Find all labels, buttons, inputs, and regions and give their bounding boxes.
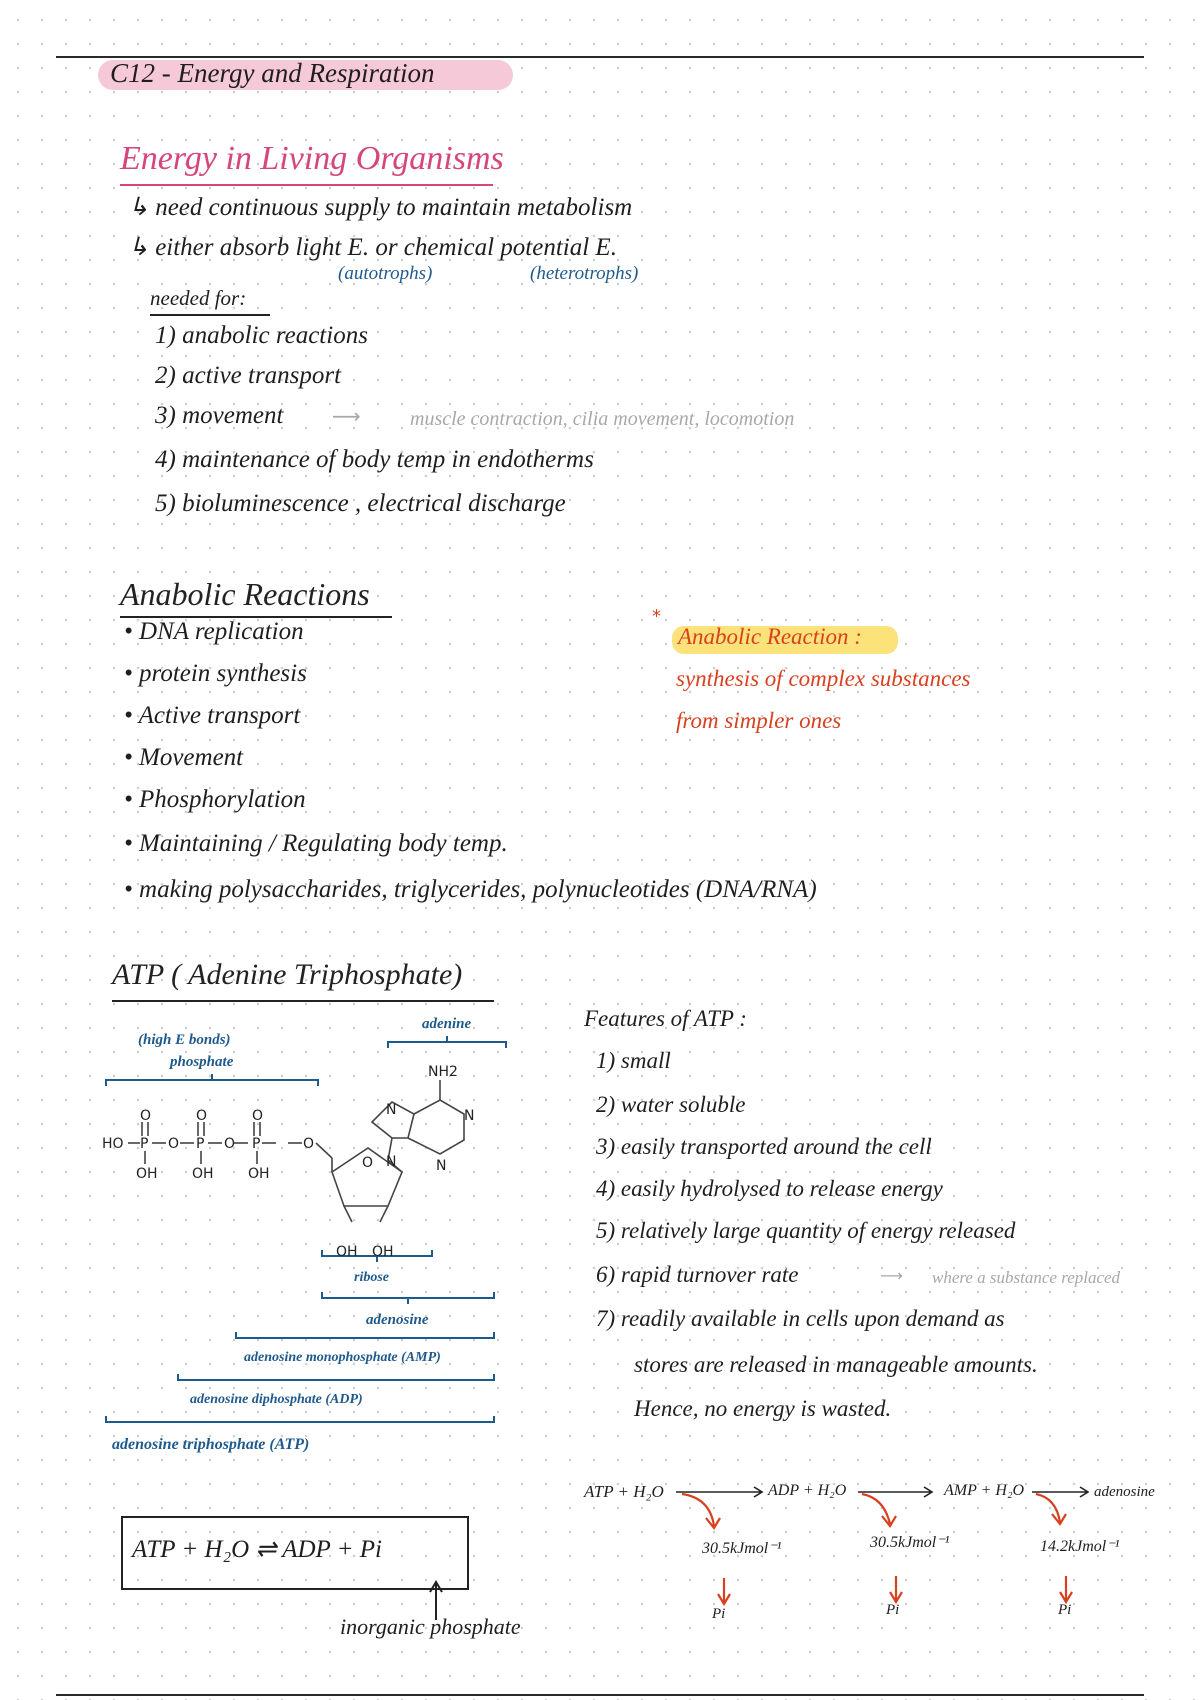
turnover-arrow: ⟶ [880,1266,903,1285]
anabolic-bullet-5: • Phosphorylation [124,786,306,813]
anabolic-bullet-6: • Maintaining / Regulating body temp. [124,830,508,857]
label-high-e-bonds: (high E bonds) [138,1032,231,1048]
note-heterotrophs: (heterotrophs) [530,263,639,284]
bullet-text: Active transport [138,702,301,729]
mol-oh5: OH [372,1244,394,1260]
feature-4: 4) easily hydrolysed to release energy [596,1176,943,1201]
mol-o1: O [140,1108,152,1124]
mol-n2: N [386,1102,397,1118]
mol-oh1: OH [136,1166,158,1182]
needed-item-5: 5) bioluminescence , electrical discharge [155,490,566,517]
anabolic-bullet-4: • Movement [124,744,244,771]
definition-title: Anabolic Reaction : [678,624,862,649]
mol-nh2: NH2 [428,1064,458,1080]
bullet-text: Maintaining / Regulating body temp. [139,830,508,857]
mol-o5: O [224,1136,236,1152]
mol-n1: N [386,1154,397,1170]
mol-oh4: OH [336,1244,358,1260]
adenosine-bracket [322,1292,494,1304]
feature-5: 5) relatively large quantity of energy released [596,1218,1016,1243]
definition-star: * [652,606,661,627]
bullet-text: Phosphorylation [139,786,306,813]
feature-7-hence: Hence, no energy is wasted. [634,1396,892,1421]
energy-release-2: 30.5kJmol⁻¹ [870,1534,950,1551]
anabolic-bullet-1: • DNA replication [124,618,304,645]
needed-item-4: 4) maintenance of body temp in endotherms [155,446,594,473]
energy-line-1: ↳ need continuous supply to maintain metabolism [128,194,633,221]
feature-3: 3) easily transported around the cell [596,1134,932,1159]
label-atp-full: adenosine triphosphate (ATP) [112,1436,310,1453]
bullet-text: Movement [139,744,244,771]
mol-o6: O [303,1136,315,1152]
label-adp: adenosine diphosphate (ADP) [190,1392,363,1407]
needed-for-label: needed for: [150,286,247,310]
mol-p3: P [252,1136,261,1152]
needed-item-3: 3) movement [155,402,284,429]
movement-arrow: ⟶ [332,404,361,428]
anabolic-bullet-3: • Active transport [124,702,301,729]
label-phosphate: phosphate [170,1054,234,1070]
hydrolysis-stage-4: adenosine [1094,1484,1155,1500]
feature-7-cont: stores are released in manageable amounts. [634,1352,1038,1377]
mol-o4: O [168,1136,180,1152]
mol-o2: O [196,1108,208,1124]
atp-heading: ATP ( Adenine Triphosphate) [112,958,463,991]
bullet-text: making polysaccharides, triglycerides, polynucleotides (DNA/RNA) [139,876,817,903]
mol-n3: N [464,1108,475,1124]
atp-equation: ATP + H₂O ⇌ ADP + Pi [132,1536,382,1563]
feature-6: 6) rapid turnover rate [596,1262,799,1287]
energy-release-1: 30.5kJmol⁻¹ [702,1540,782,1557]
pi-product-1: Pi [712,1606,726,1622]
energy-line-2: ↳ either absorb light E. or chemical potential E. [128,234,617,261]
atp-heading-underline [112,1000,494,1002]
anabolic-bullet-7: • making polysaccharides, triglycerides, polynucleotides (DNA/RNA) [124,876,817,903]
hydrolysis-stage-3: AMP + H₂O [944,1482,1025,1499]
energy-heading: Energy in Living Organisms [120,140,504,177]
note-autotrophs: (autotrophs) [338,263,433,284]
pi-product-3: Pi [1058,1602,1072,1618]
mol-oh2: OH [192,1166,214,1182]
bottom-rule [56,1694,1144,1696]
label-ribose: ribose [354,1270,389,1285]
label-amp: adenosine monophosphate (AMP) [244,1350,441,1365]
movement-note: muscle contraction, cilia movement, locomotion [410,408,795,430]
label-adenosine: adenosine [366,1312,429,1328]
adp-bracket [178,1374,494,1380]
feature-7: 7) readily available in cells upon demand as [596,1306,1005,1331]
mol-p1: P [140,1136,149,1152]
needed-for-underline [150,314,270,316]
mol-n4: N [436,1158,447,1174]
mol-o3: O [252,1108,264,1124]
hydrolysis-stage-1: ATP + H₂O [584,1482,664,1501]
features-title: Features of ATP : [584,1006,747,1031]
energy-heading-underline [120,184,493,186]
pi-product-2: Pi [886,1602,900,1618]
anabolic-bullet-2: • protein synthesis [124,660,307,687]
turnover-note: where a substance replaced [932,1268,1121,1287]
bullet-text: DNA replication [139,618,304,645]
mol-oh3: OH [248,1166,270,1182]
atp-bracket [106,1416,494,1422]
hydrolysis-stage-2: ADP + H₂O [768,1482,847,1499]
energy-release-3: 14.2kJmol⁻¹ [1040,1538,1120,1555]
feature-2: 2) water soluble [596,1092,746,1117]
adenine-bracket [388,1036,506,1048]
page-title: C12 - Energy and Respiration [110,58,435,88]
pi-note: inorganic phosphate [340,1614,521,1639]
needed-item-2: 2) active transport [155,362,342,389]
anabolic-heading: Anabolic Reactions [120,576,370,612]
bullet-text: protein synthesis [139,660,307,687]
phosphate-bracket [106,1074,318,1086]
mol-o-ring: O [362,1155,374,1171]
needed-item-1: 1) anabolic reactions [155,322,368,349]
definition-line-1: synthesis of complex substances [676,666,971,691]
label-adenine: adenine [422,1016,472,1032]
definition-line-2: from simpler ones [676,708,842,733]
mol-p2: P [196,1136,205,1152]
mol-ho: HO [102,1136,124,1152]
amp-bracket [236,1332,494,1338]
feature-1: 1) small [596,1048,671,1073]
